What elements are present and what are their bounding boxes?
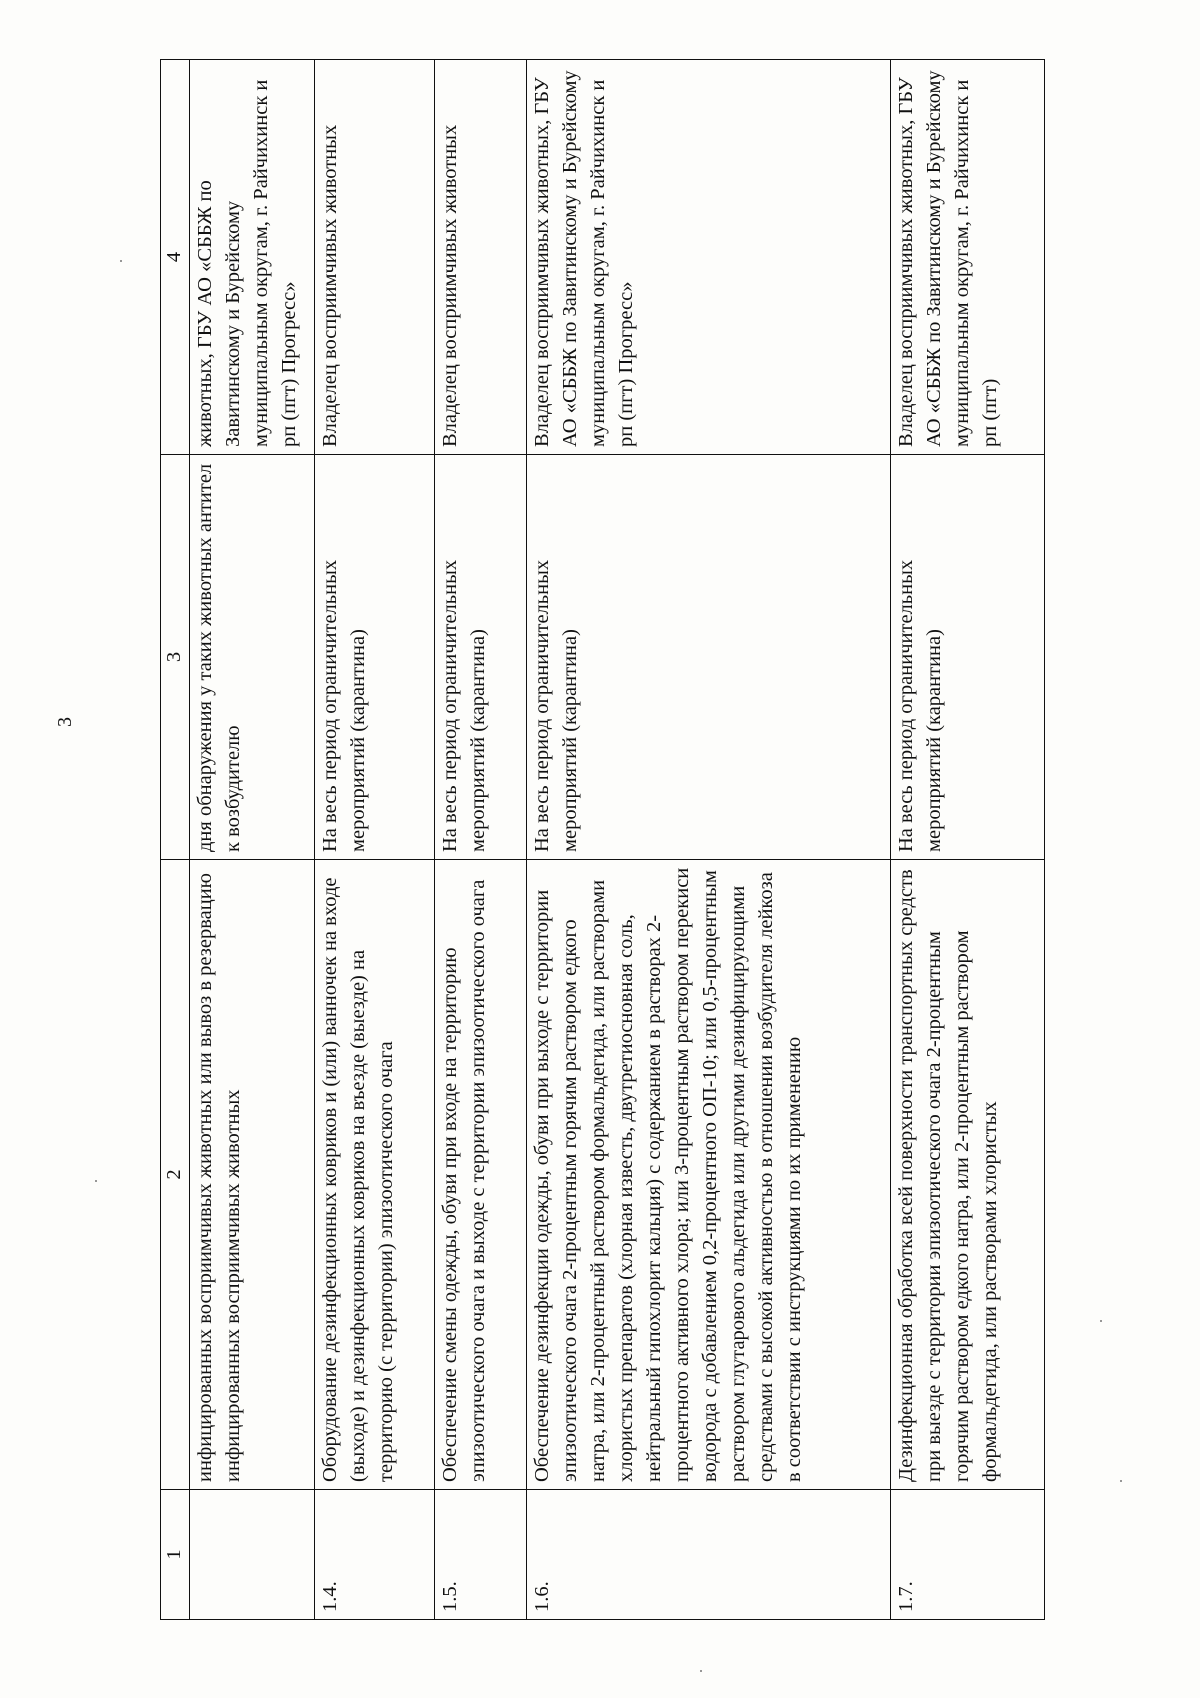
row-number: 1.5. (435, 1490, 527, 1620)
measure-cell: Обеспечение смены одежды, обуви при входе на территорию эпизоотического очага и выходе с территории эпизоотического очага (435, 860, 527, 1490)
row-number: 1.6. (527, 1490, 891, 1620)
measure-cell: Обеспечение дезинфекции одежды, обуви при выходе с территории эпизоотического очага 2-процентным горячим раствором едкого натра, или 2-процентный раствором формальдегида, или растворами хлористых препаратов (хлорная известь, двутретиосновная соль, нейтральный гипохлорит кальция) с содержанием в растворах 2-процентного активного хлора; или 3-процентным раствором перекиси водорода с добавлением 0,2-процентного ОП-10; или 0,5-процентным раствором глутарового альдегида или другими дезинфицирующими средствами с высокой активностью в отношении возбудителя лейкоза в соответствии с инструкциями по их применению (527, 860, 891, 1490)
row-number (190, 1490, 315, 1620)
measures-table (160, 59, 1045, 1620)
measure-cell: Дезинфекционная обработка всей поверхности транспортных средств при выезде с территории эпизоотического очага 2-процентным горячим раствором едкого натра, или 2-процентным раствором формальдегида, или растворами хлористых (891, 860, 1045, 1490)
column-header: 1 (161, 1490, 190, 1620)
column-header: 2 (161, 860, 190, 1490)
rotated-table-wrapper (160, 60, 1045, 1620)
responsible-cell: Владелец восприимчивых животных (315, 60, 435, 455)
row-number: 1.7. (891, 1490, 1045, 1620)
period-cell: дня обнаружения у таких животных антител к возбудителю (190, 455, 315, 860)
table-row (435, 60, 527, 1620)
responsible-cell: Владелец восприимчивых животных (435, 60, 527, 455)
responsible-cell: Владелец восприимчивых животных, ГБУ АО «СББЖ по Завитинскому и Бурейскому муниципальным округам, г. Райчихинск и рп (пгт) Прогресс» (527, 60, 891, 455)
page-number: 3 (54, 717, 76, 727)
table-row (315, 60, 435, 1620)
table-row (527, 60, 891, 1620)
period-cell: На весь период ограничительных мероприятий (карантина) (891, 455, 1045, 860)
table-row (190, 60, 315, 1620)
table-header-row (161, 60, 190, 1620)
period-cell: На весь период ограничительных мероприятий (карантина) (315, 455, 435, 860)
responsible-cell: Владелец восприимчивых животных, ГБУ АО «СББЖ по Завитинскому и Бурейскому муниципальным округам, г. Райчихинск и рп (пгт) (891, 60, 1045, 455)
responsible-cell: животных, ГБУ АО «СББЖ по Завитинскому и Бурейскому муниципальным округам, г. Райчихинск и рп (пгт) Прогресс» (190, 60, 315, 455)
row-number: 1.4. (315, 1490, 435, 1620)
period-cell: На весь период ограничительных мероприятий (карантина) (527, 455, 891, 860)
column-header: 3 (161, 455, 190, 860)
column-header: 4 (161, 60, 190, 455)
measure-cell: Оборудование дезинфекционных ковриков и (или) ванночек на входе (выходе) и дезинфекционных ковриков на въезде (выезде) на территорию (с территории) эпизоотического очага (315, 860, 435, 1490)
table-row (891, 60, 1045, 1620)
period-cell: На весь период ограничительных мероприятий (карантина) (435, 455, 527, 860)
measure-cell: инфицированных восприимчивых животных или вывоз в резервацию инфицированных восприимчивых животных (190, 860, 315, 1490)
